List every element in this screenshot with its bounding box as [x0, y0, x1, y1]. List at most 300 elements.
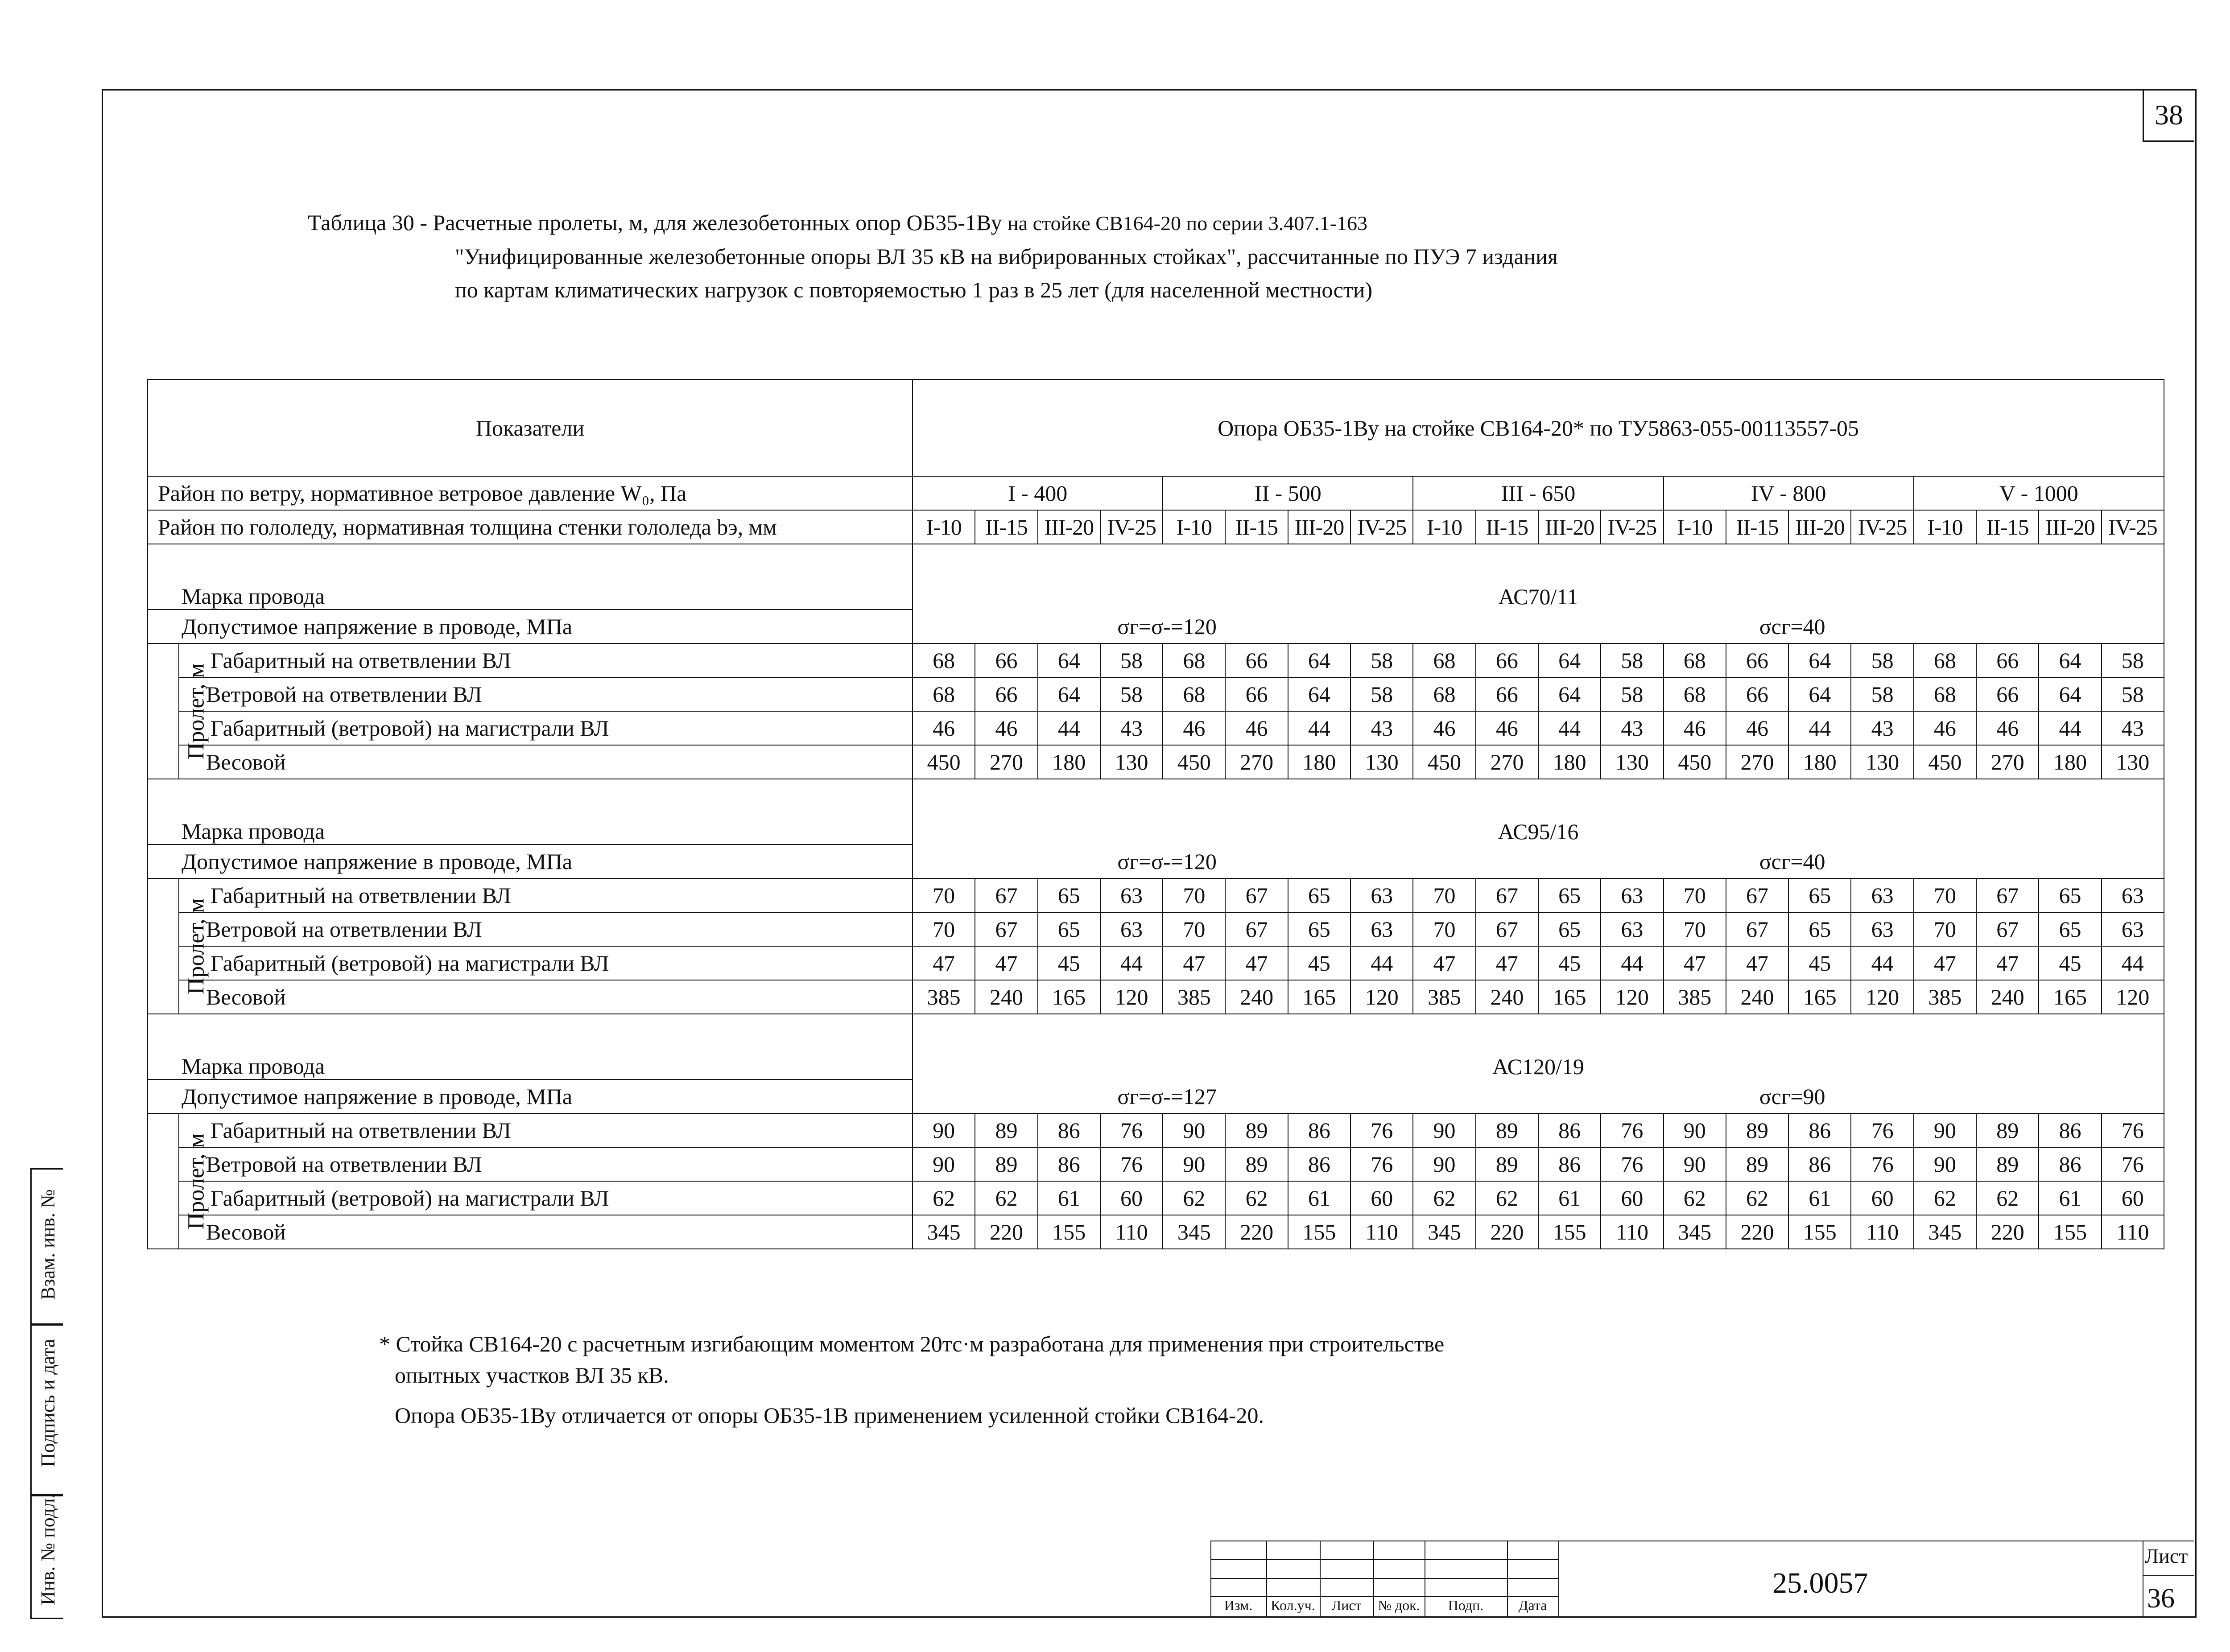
stress-values — [913, 1079, 2164, 1113]
span-value-cell: 60 — [1100, 1181, 1163, 1215]
span-value-cell: 65 — [1288, 878, 1350, 912]
sheet-label: Лист — [2145, 1545, 2188, 1567]
stress-label: Допустимое напряжение в проводе, МПа — [148, 845, 913, 878]
span-value-cell: 165 — [1038, 980, 1100, 1014]
span-value-cell: 66 — [1726, 643, 1788, 677]
span-value-cell: 58 — [1100, 677, 1163, 711]
span-value-cell: 86 — [1788, 1147, 1851, 1181]
span-value-cell: 66 — [1476, 643, 1538, 677]
span-value-cell: 47 — [1976, 946, 2039, 980]
stress-right: σсг=40 — [1759, 614, 1825, 639]
span-value-cell: 66 — [1225, 643, 1288, 677]
span-value-cell: 65 — [1038, 878, 1100, 912]
span-value-cell: 110 — [2102, 1215, 2164, 1249]
span-value-cell: 385 — [1413, 980, 1475, 1014]
span-value-cell: 66 — [975, 643, 1037, 677]
ice-region-cell: IV-25 — [1601, 510, 1663, 544]
span-value-cell: 90 — [1914, 1113, 1976, 1147]
span-value-cell: 90 — [1664, 1147, 1726, 1181]
span-value-cell: 64 — [1538, 643, 1601, 677]
span-value-cell: 60 — [1851, 1181, 1913, 1215]
ice-region-cell: II-15 — [1225, 510, 1288, 544]
span-value-cell: 46 — [1914, 711, 1976, 745]
span-value-cell: 67 — [1976, 912, 2039, 946]
span-row — [148, 1147, 2164, 1181]
wire-label: Марка провода — [148, 544, 913, 610]
wire-row — [148, 1014, 2164, 1079]
span-value-cell: 47 — [1726, 946, 1788, 980]
span-label: Пролет, м — [183, 898, 209, 994]
span-value-cell: 65 — [1288, 912, 1350, 946]
span-value-cell: 450 — [1914, 745, 1976, 779]
span-value-cell: 61 — [1788, 1181, 1851, 1215]
span-value-cell: 67 — [975, 878, 1037, 912]
wire-row — [148, 544, 2164, 610]
span-value-cell: 44 — [2102, 946, 2164, 980]
span-value-cell: 86 — [1288, 1147, 1350, 1181]
span-row-label: Весовой — [179, 745, 913, 779]
ice-region-row — [148, 510, 2164, 544]
header-support: Опора ОБ35-1Ву на стойке СВ164-20* по ТУ5863-055-00113557-05 — [913, 379, 2164, 476]
span-value-cell: 58 — [1100, 643, 1163, 677]
span-value-cell: 165 — [1788, 980, 1851, 1014]
caption-line-1a: Таблица 30 - Расчетные пролеты, м, для железобетонных опор ОБ35-1Ву — [308, 210, 1008, 235]
spans-table — [147, 379, 2164, 1249]
span-value-cell: 44 — [1100, 946, 1163, 980]
span-value-cell: 44 — [2039, 711, 2101, 745]
span-value-cell: 68 — [1914, 677, 1976, 711]
ice-region-cell: II-15 — [1476, 510, 1538, 544]
span-value-cell: 70 — [913, 912, 975, 946]
span-value-cell: 60 — [1601, 1181, 1663, 1215]
ice-region-cell: I-10 — [1163, 510, 1225, 544]
span-value-cell: 130 — [2102, 745, 2164, 779]
stamp-header-sheet: Лист — [1331, 1597, 1362, 1613]
span-value-cell: 450 — [913, 745, 975, 779]
span-value-cell: 47 — [1914, 946, 1976, 980]
stress-left: σг=σ-=120 — [1117, 614, 1217, 639]
span-value-cell: 345 — [1163, 1215, 1225, 1249]
stamp-header-date: Дата — [1518, 1597, 1547, 1613]
span-value-cell: 44 — [1288, 711, 1350, 745]
span-value-cell: 270 — [1225, 745, 1288, 779]
span-value-cell: 70 — [1413, 878, 1475, 912]
footnote-line-3: Опора ОБ35-1Ву отличается от опоры ОБ35-1В применением усиленной стойки СВ164-20. — [395, 1403, 1264, 1428]
span-value-cell: 45 — [2039, 946, 2101, 980]
span-value-cell: 66 — [1225, 677, 1288, 711]
span-value-cell: 89 — [1476, 1147, 1538, 1181]
stamp-header-signature: Подп. — [1448, 1597, 1484, 1613]
span-value-cell: 450 — [1664, 745, 1726, 779]
span-value-cell: 62 — [1726, 1181, 1788, 1215]
span-value-cell: 86 — [2039, 1113, 2101, 1147]
span-row — [148, 878, 2164, 912]
span-value-cell: 63 — [1100, 878, 1163, 912]
span-value-cell: 46 — [1163, 711, 1225, 745]
span-value-cell: 270 — [1476, 745, 1538, 779]
span-value-cell: 44 — [1350, 946, 1413, 980]
span-value-cell: 76 — [1851, 1147, 1913, 1181]
side-label-inventory: Инв. № подл. — [37, 1493, 59, 1605]
span-value-cell: 64 — [1788, 643, 1851, 677]
side-label-signature: Подпись и дата — [37, 1339, 59, 1467]
span-value-cell: 76 — [1100, 1113, 1163, 1147]
span-value-cell: 47 — [1225, 946, 1288, 980]
span-value-cell: 86 — [1038, 1147, 1100, 1181]
span-value-cell: 68 — [913, 643, 975, 677]
span-value-cell: 385 — [913, 980, 975, 1014]
header-indicators: Показатели — [148, 379, 913, 476]
span-row — [148, 643, 2164, 677]
span-value-cell: 89 — [975, 1113, 1037, 1147]
span-value-cell: 67 — [1476, 912, 1538, 946]
span-value-cell: 89 — [975, 1147, 1037, 1181]
span-value-cell: 62 — [1976, 1181, 2039, 1215]
wire-row — [148, 779, 2164, 845]
stamp-header-change: Изм. — [1224, 1597, 1253, 1613]
wind-region-cell: V - 1000 — [1914, 476, 2164, 510]
span-value-cell: 45 — [1788, 946, 1851, 980]
wire-label: Марка провода — [148, 779, 913, 845]
span-value-cell: 120 — [2102, 980, 2164, 1014]
span-row-label: Габаритный (ветровой) на магистрали ВЛ — [179, 1181, 913, 1215]
span-value-cell: 64 — [1038, 677, 1100, 711]
span-value-cell: 89 — [1726, 1113, 1788, 1147]
corner-page-number: 38 — [2143, 89, 2194, 142]
span-value-cell: 62 — [1225, 1181, 1288, 1215]
span-value-cell: 120 — [1601, 980, 1663, 1014]
span-value-cell: 110 — [1851, 1215, 1913, 1249]
stress-values — [913, 610, 2164, 643]
span-value-cell: 180 — [1538, 745, 1601, 779]
span-value-cell: 76 — [2102, 1147, 2164, 1181]
span-value-cell: 63 — [2102, 878, 2164, 912]
ice-region-cell: II-15 — [1976, 510, 2039, 544]
span-value-cell: 155 — [1288, 1215, 1350, 1249]
span-value-cell: 62 — [1163, 1181, 1225, 1215]
span-value-cell: 65 — [2039, 912, 2101, 946]
ice-region-cell: III-20 — [1788, 510, 1851, 544]
span-value-cell: 64 — [1288, 677, 1350, 711]
span-label: Пролет, м — [183, 663, 209, 759]
span-value-cell: 345 — [1413, 1215, 1475, 1249]
span-value-cell: 90 — [1413, 1113, 1475, 1147]
span-value-cell: 385 — [1914, 980, 1976, 1014]
span-row — [148, 711, 2164, 745]
span-value-cell: 86 — [1288, 1113, 1350, 1147]
span-value-cell: 76 — [1601, 1113, 1663, 1147]
span-value-cell: 44 — [1038, 711, 1100, 745]
wind-region-row — [148, 476, 2164, 510]
span-value-cell: 130 — [1350, 745, 1413, 779]
span-value-cell: 61 — [1038, 1181, 1100, 1215]
span-value-cell: 58 — [1350, 643, 1413, 677]
span-value-cell: 130 — [1601, 745, 1663, 779]
span-value-cell: 65 — [1788, 912, 1851, 946]
span-side-label — [148, 1113, 209, 1249]
span-value-cell: 89 — [1225, 1113, 1288, 1147]
span-value-cell: 43 — [1350, 711, 1413, 745]
span-value-cell: 68 — [1163, 677, 1225, 711]
span-value-cell: 43 — [1100, 711, 1163, 745]
span-value-cell: 165 — [1288, 980, 1350, 1014]
document-code: 25.0057 — [1772, 1567, 1868, 1599]
span-value-cell: 58 — [1601, 677, 1663, 711]
table-caption — [308, 206, 1558, 307]
span-value-cell: 385 — [1664, 980, 1726, 1014]
span-value-cell: 86 — [1788, 1113, 1851, 1147]
span-value-cell: 90 — [1413, 1147, 1475, 1181]
span-value-cell: 68 — [1664, 643, 1726, 677]
span-row — [148, 946, 2164, 980]
span-value-cell: 66 — [975, 677, 1037, 711]
span-value-cell: 47 — [1413, 946, 1475, 980]
span-row-label: Габаритный на ответвлении ВЛ — [179, 643, 913, 677]
span-value-cell: 67 — [1976, 878, 2039, 912]
span-value-cell: 86 — [1538, 1147, 1601, 1181]
span-value-cell: 220 — [975, 1215, 1037, 1249]
span-value-cell: 58 — [1601, 643, 1663, 677]
stress-left: σг=σ-=127 — [1117, 1083, 1217, 1109]
span-value-cell: 68 — [1914, 643, 1976, 677]
stress-row — [148, 1079, 2164, 1113]
span-value-cell: 240 — [1726, 980, 1788, 1014]
span-value-cell: 44 — [1601, 946, 1663, 980]
span-side-label — [148, 878, 209, 1014]
span-value-cell: 44 — [1788, 711, 1851, 745]
span-value-cell: 165 — [2039, 980, 2101, 1014]
span-value-cell: 89 — [1476, 1113, 1538, 1147]
span-value-cell: 220 — [1476, 1215, 1538, 1249]
span-row — [148, 1215, 2164, 1249]
span-value-cell: 46 — [975, 711, 1037, 745]
span-value-cell: 76 — [1350, 1113, 1413, 1147]
span-value-cell: 66 — [1976, 677, 2039, 711]
span-row — [148, 1181, 2164, 1215]
span-value-cell: 90 — [1664, 1113, 1726, 1147]
span-value-cell: 45 — [1038, 946, 1100, 980]
span-value-cell: 90 — [913, 1113, 975, 1147]
wind-region-cell: II - 500 — [1163, 476, 1413, 510]
span-value-cell: 89 — [1976, 1113, 2039, 1147]
sheet-number: 36 — [2147, 1583, 2175, 1614]
span-value-cell: 66 — [1976, 643, 2039, 677]
span-value-cell: 64 — [1788, 677, 1851, 711]
wire-value: АС70/11 — [913, 544, 2164, 610]
header-row — [148, 379, 2164, 476]
span-value-cell: 70 — [1163, 878, 1225, 912]
span-value-cell: 58 — [1851, 643, 1913, 677]
span-value-cell: 68 — [1413, 677, 1475, 711]
span-value-cell: 44 — [1851, 946, 1913, 980]
span-value-cell: 110 — [1100, 1215, 1163, 1249]
span-value-cell: 64 — [1288, 643, 1350, 677]
span-value-cell: 44 — [1538, 711, 1601, 745]
span-value-cell: 270 — [1726, 745, 1788, 779]
span-row — [148, 980, 2164, 1014]
span-value-cell: 86 — [1038, 1113, 1100, 1147]
ice-region-cell: III-20 — [1038, 510, 1100, 544]
span-value-cell: 180 — [2039, 745, 2101, 779]
span-value-cell: 76 — [1851, 1113, 1913, 1147]
wire-value: АС120/19 — [913, 1014, 2164, 1079]
span-value-cell: 47 — [975, 946, 1037, 980]
span-value-cell: 63 — [1851, 912, 1913, 946]
stress-values — [913, 845, 2164, 878]
span-value-cell: 68 — [1163, 643, 1225, 677]
ice-region-cell: IV-25 — [1100, 510, 1163, 544]
ice-region-cell: III-20 — [1288, 510, 1350, 544]
span-row-label: Ветровой на ответвлении ВЛ — [179, 677, 913, 711]
span-value-cell: 58 — [2102, 643, 2164, 677]
span-row-label: Ветровой на ответвлении ВЛ — [179, 912, 913, 946]
span-value-cell: 61 — [1538, 1181, 1601, 1215]
span-value-cell: 70 — [1914, 878, 1976, 912]
title-block — [1210, 1541, 2194, 1616]
span-value-cell: 60 — [2102, 1181, 2164, 1215]
span-value-cell: 67 — [1726, 878, 1788, 912]
ice-region-cell: II-15 — [975, 510, 1037, 544]
span-value-cell: 62 — [1914, 1181, 1976, 1215]
span-value-cell: 61 — [1288, 1181, 1350, 1215]
span-value-cell: 43 — [1851, 711, 1913, 745]
span-value-cell: 63 — [1851, 878, 1913, 912]
stress-left: σг=σ-=120 — [1117, 849, 1217, 874]
span-value-cell: 62 — [1413, 1181, 1475, 1215]
span-value-cell: 68 — [913, 677, 975, 711]
span-row-label: Габаритный на ответвлении ВЛ — [179, 1113, 913, 1147]
span-value-cell: 240 — [1225, 980, 1288, 1014]
span-value-cell: 90 — [1914, 1147, 1976, 1181]
stress-row — [148, 845, 2164, 878]
span-value-cell: 58 — [1851, 677, 1913, 711]
ice-region-cell: I-10 — [1914, 510, 1976, 544]
span-value-cell: 270 — [975, 745, 1037, 779]
stress-label: Допустимое напряжение в проводе, МПа — [148, 610, 913, 643]
span-value-cell: 67 — [1476, 878, 1538, 912]
span-value-cell: 65 — [1538, 912, 1601, 946]
span-value-cell: 155 — [1538, 1215, 1601, 1249]
span-value-cell: 46 — [1225, 711, 1288, 745]
span-value-cell: 64 — [1538, 677, 1601, 711]
span-value-cell: 86 — [2039, 1147, 2101, 1181]
span-value-cell: 63 — [1100, 912, 1163, 946]
span-value-cell: 90 — [1163, 1113, 1225, 1147]
span-row-label: Габаритный (ветровой) на магистрали ВЛ — [179, 711, 913, 745]
span-value-cell: 45 — [1538, 946, 1601, 980]
span-value-cell: 62 — [975, 1181, 1037, 1215]
span-value-cell: 47 — [1664, 946, 1726, 980]
span-value-cell: 120 — [1851, 980, 1913, 1014]
span-value-cell: 70 — [1413, 912, 1475, 946]
span-value-cell: 66 — [1476, 677, 1538, 711]
span-value-cell: 63 — [1601, 912, 1663, 946]
span-value-cell: 65 — [1538, 878, 1601, 912]
span-value-cell: 90 — [913, 1147, 975, 1181]
stamp-header-docnum: № док. — [1378, 1597, 1420, 1613]
span-value-cell: 89 — [1726, 1147, 1788, 1181]
span-value-cell: 89 — [1976, 1147, 2039, 1181]
span-value-cell: 155 — [2039, 1215, 2101, 1249]
footnote-line-1: * Стойка СВ164-20 с расчетным изгибающим моментом 20тс·м разработана для применения при строительстве — [379, 1331, 1445, 1356]
wind-region-cell: III - 650 — [1413, 476, 1663, 510]
span-value-cell: 65 — [2039, 878, 2101, 912]
stress-right: σсг=40 — [1759, 849, 1825, 874]
span-value-cell: 385 — [1163, 980, 1225, 1014]
span-value-cell: 67 — [1225, 878, 1288, 912]
span-value-cell: 66 — [1726, 677, 1788, 711]
span-row — [148, 677, 2164, 711]
ice-region-label: Район по гололеду, нормативная толщина стенки гололеда bэ, мм — [148, 510, 913, 544]
span-value-cell: 64 — [2039, 677, 2101, 711]
span-row — [148, 1113, 2164, 1147]
ice-region-cell: I-10 — [913, 510, 975, 544]
span-value-cell: 46 — [1664, 711, 1726, 745]
ice-region-cell: IV-25 — [1851, 510, 1913, 544]
span-value-cell: 345 — [1914, 1215, 1976, 1249]
span-value-cell: 70 — [913, 878, 975, 912]
span-value-cell: 65 — [1038, 912, 1100, 946]
span-value-cell: 130 — [1100, 745, 1163, 779]
wind-region-label: Район по ветру, нормативное ветровое давление W₀, Па — [148, 476, 913, 510]
stress-right: σсг=90 — [1759, 1083, 1825, 1109]
span-value-cell: 67 — [975, 912, 1037, 946]
caption-line-3: по картам климатических нагрузок с повторяемостью 1 раз в 25 лет (для населенной местности) — [455, 277, 1373, 302]
span-value-cell: 58 — [2102, 677, 2164, 711]
span-value-cell: 58 — [1350, 677, 1413, 711]
span-value-cell: 165 — [1538, 980, 1601, 1014]
span-value-cell: 180 — [1288, 745, 1350, 779]
wire-label: Марка провода — [148, 1014, 913, 1079]
span-value-cell: 68 — [1413, 643, 1475, 677]
span-value-cell: 46 — [1976, 711, 2039, 745]
span-value-cell: 450 — [1413, 745, 1475, 779]
ice-region-cell: III-20 — [2039, 510, 2101, 544]
span-value-cell: 90 — [1163, 1147, 1225, 1181]
span-value-cell: 120 — [1100, 980, 1163, 1014]
ice-region-cell: IV-25 — [2102, 510, 2164, 544]
wind-region-cell: IV - 800 — [1664, 476, 1914, 510]
span-value-cell: 60 — [1350, 1181, 1413, 1215]
span-value-cell: 61 — [2039, 1181, 2101, 1215]
span-value-cell: 345 — [1664, 1215, 1726, 1249]
span-value-cell: 450 — [1163, 745, 1225, 779]
span-value-cell: 62 — [913, 1181, 975, 1215]
span-value-cell: 47 — [1163, 946, 1225, 980]
stress-label: Допустимое напряжение в проводе, МПа — [148, 1079, 913, 1113]
ice-region-cell: III-20 — [1538, 510, 1601, 544]
stress-row — [148, 610, 2164, 643]
span-value-cell: 76 — [2102, 1113, 2164, 1147]
wind-region-cell: I - 400 — [913, 476, 1163, 510]
span-value-cell: 89 — [1225, 1147, 1288, 1181]
span-value-cell: 64 — [2039, 643, 2101, 677]
footnote-line-2: опытных участков ВЛ 35 кВ. — [395, 1363, 669, 1388]
span-value-cell: 67 — [1726, 912, 1788, 946]
span-row-label: Весовой — [179, 980, 913, 1014]
span-row — [148, 745, 2164, 779]
span-value-cell: 76 — [1601, 1147, 1663, 1181]
span-value-cell: 63 — [2102, 912, 2164, 946]
span-label: Пролет, м — [183, 1133, 209, 1229]
span-value-cell: 155 — [1788, 1215, 1851, 1249]
span-value-cell: 67 — [1225, 912, 1288, 946]
span-value-cell: 220 — [1976, 1215, 2039, 1249]
span-value-cell: 46 — [1413, 711, 1475, 745]
span-value-cell: 180 — [1038, 745, 1100, 779]
span-value-cell: 180 — [1788, 745, 1851, 779]
span-value-cell: 45 — [1288, 946, 1350, 980]
